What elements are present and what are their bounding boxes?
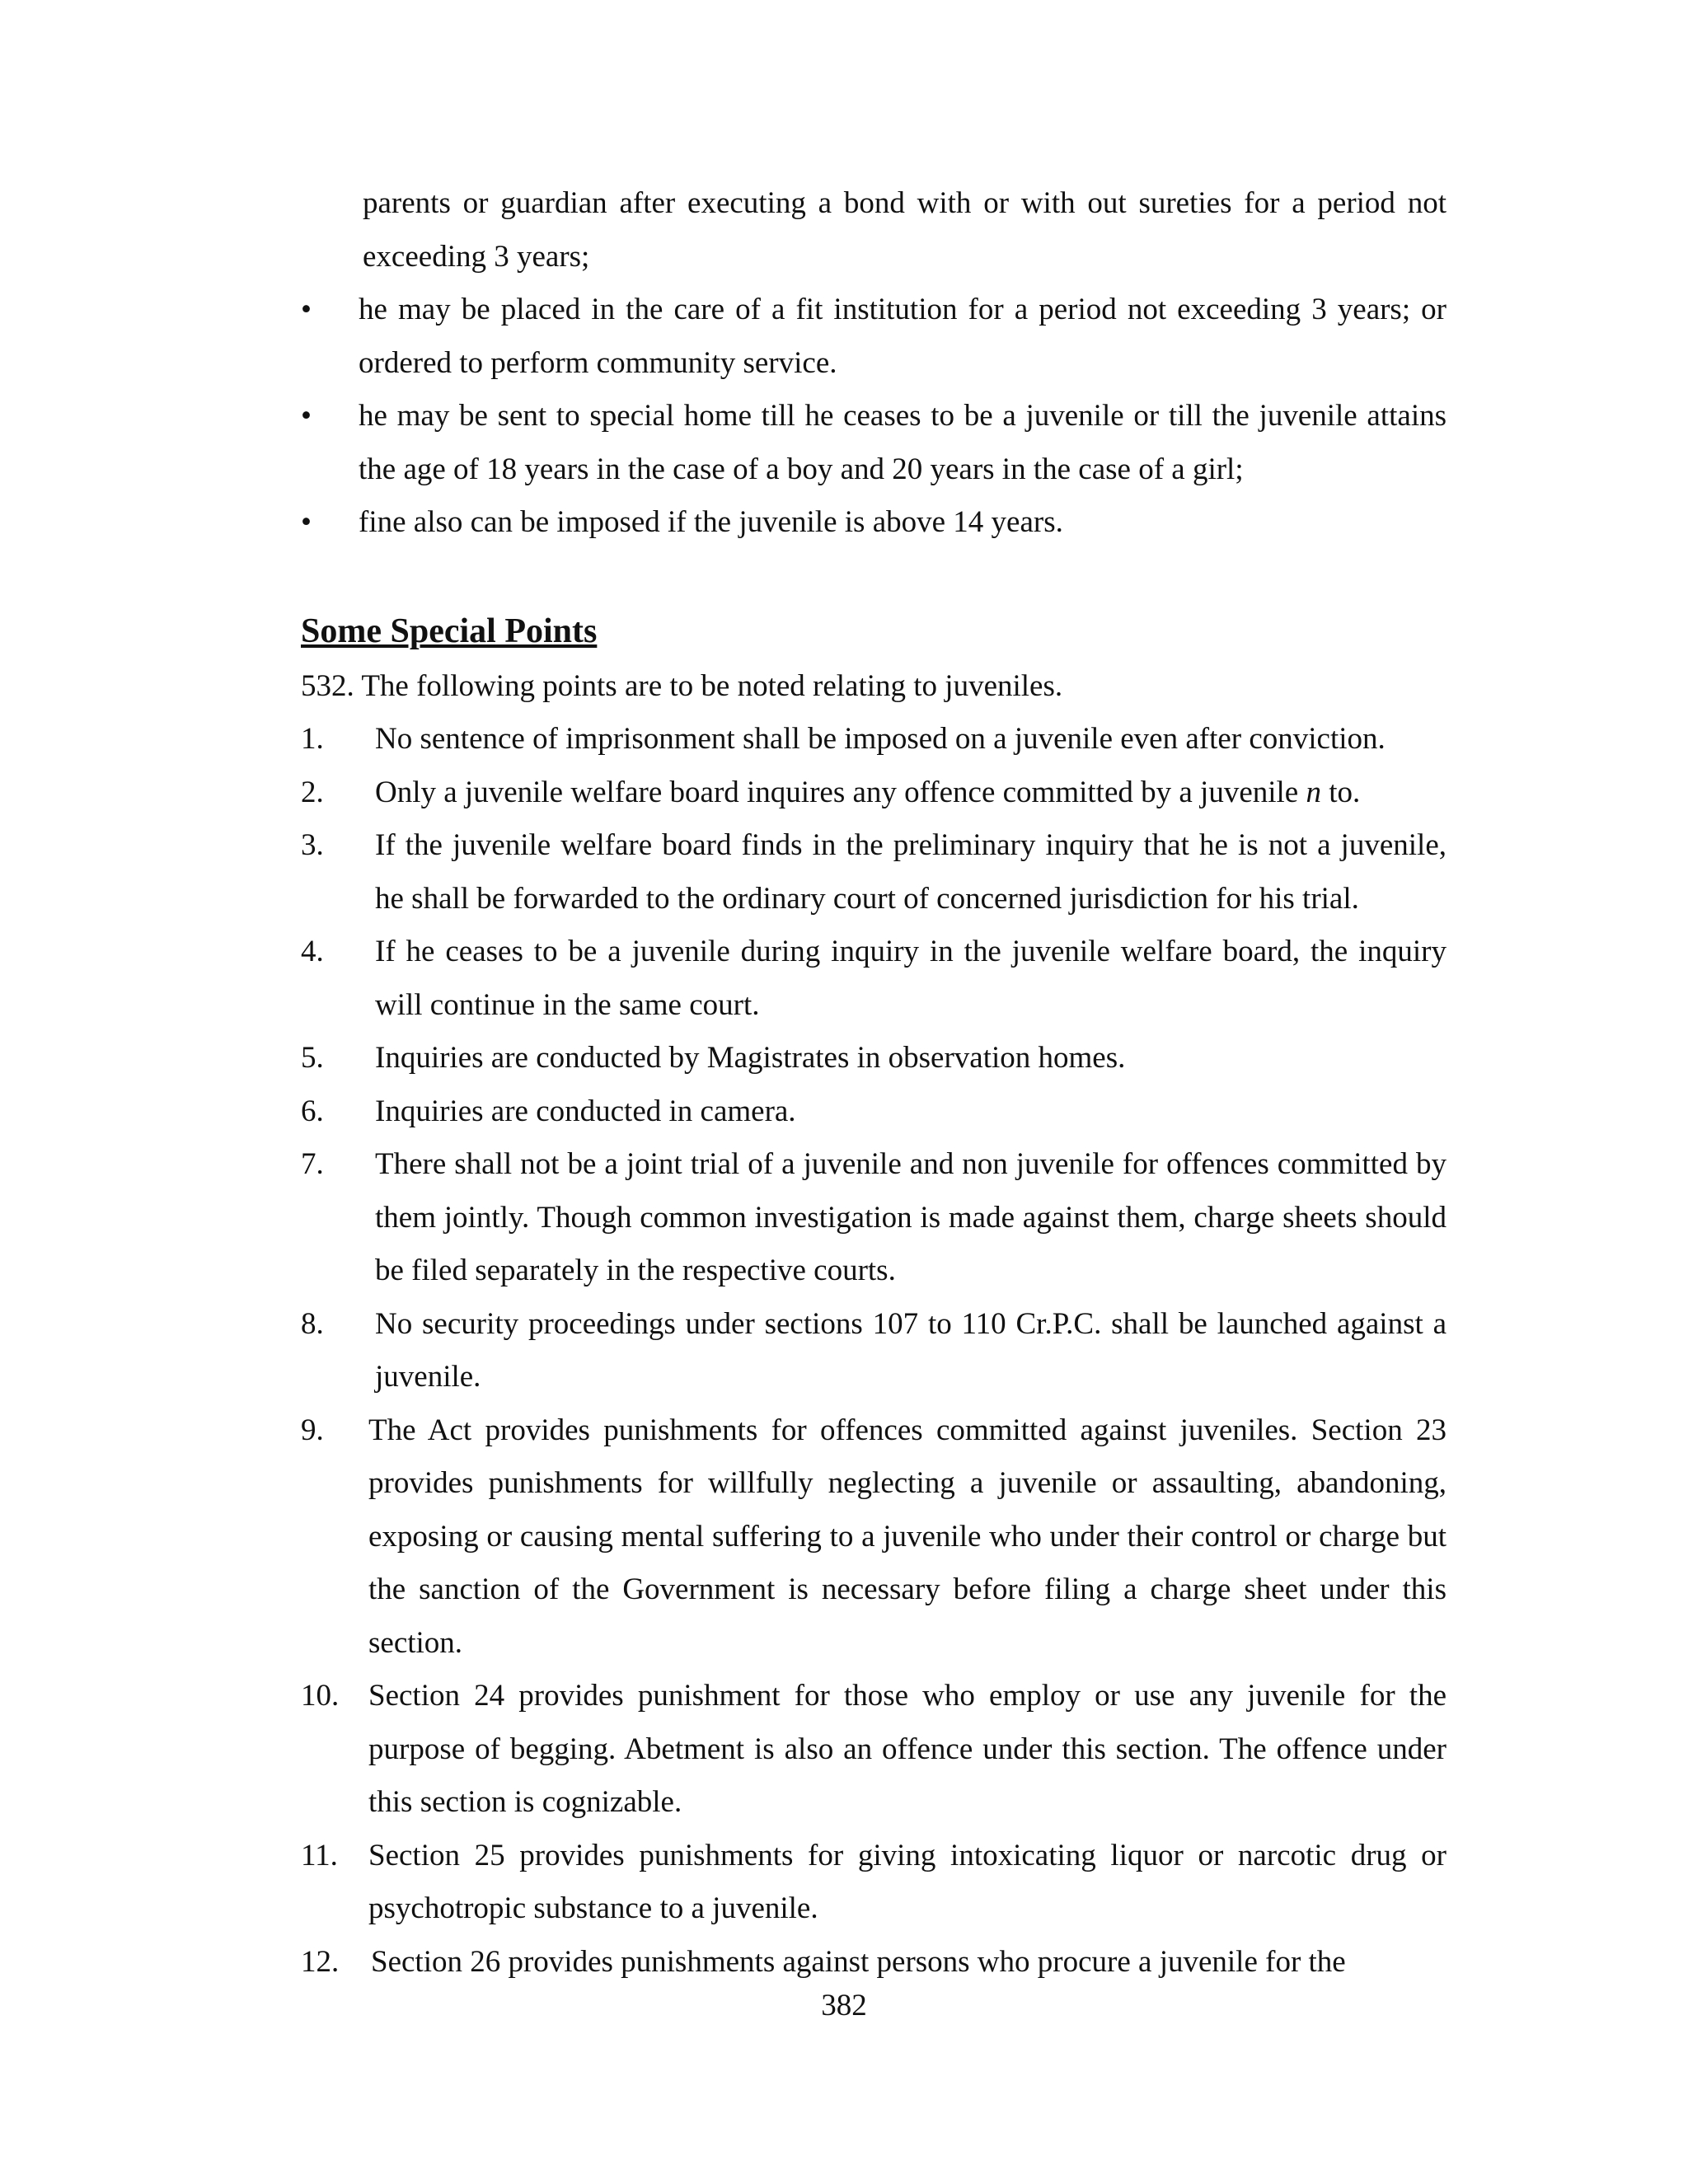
numbered-point [301, 766, 1447, 820]
bullet-marker: • [301, 293, 312, 326]
bullet-marker: • [301, 399, 312, 433]
point-text: Inquiries are conducted in camera. [375, 1094, 796, 1128]
point-text-after: to. [1320, 775, 1361, 809]
page-number: 382 [821, 1989, 867, 2022]
point-text: Section 25 provides punishments for giving intoxicating liquor or narcotic drug or psychotropic substance to a juvenile. [368, 1838, 1447, 1925]
numbered-point [301, 1830, 1447, 1936]
point-number: 7. [301, 1147, 324, 1181]
point-number: 2. [301, 775, 324, 809]
numbered-point [301, 1138, 1447, 1298]
numbered-point [301, 1670, 1447, 1830]
point-text: Inquiries are conducted by Magistrates in observation homes. [375, 1041, 1126, 1075]
point-number: 4. [301, 935, 324, 968]
point-number: 12. [301, 1944, 340, 1979]
intro-paragraph: 532. The following points are to be noted relating to juveniles. [301, 668, 1063, 703]
point-text: Section 24 provides punishment for those who employ or use any juvenile for the purpose of begging. Abetment is also an offence under this section. The offence under this section is cognizable. [368, 1679, 1447, 1819]
bullet-item [301, 284, 1447, 390]
point-text: No security proceedings under sections 107 to 110 Cr.P.C. shall be launched against a juvenile. [375, 1306, 1447, 1394]
numbered-point [301, 1032, 1447, 1085]
numbered-point [301, 1298, 1447, 1404]
point-text-before: Only a juvenile welfare board inquires any offence committed by a juvenile [375, 775, 1306, 809]
section-heading: Some Special Points [301, 612, 598, 650]
point-text: No sentence of imprisonment shall be imposed on a juvenile even after conviction. [375, 722, 1386, 756]
point-number: 3. [301, 828, 324, 862]
point-text: The Act provides punishments for offences committed against juveniles. Section 23 provides punishments for willfully neglecting a juvenile or assaulting, abandoning, exposing or causing mental suffering to a juvenile who under their control or charge but the sanction of the Government is necessary before filing a charge sheet under this section. [368, 1413, 1447, 1660]
section-spacer [301, 550, 1447, 602]
bullet-text: fine also can be imposed if the juvenile is above 14 years. [359, 505, 1063, 539]
point-number: 6. [301, 1094, 324, 1128]
numbered-point [301, 926, 1447, 1032]
point-number: 5. [301, 1041, 324, 1075]
point-text [375, 776, 1360, 809]
point-number: 9. [301, 1413, 324, 1447]
bullet-item [301, 496, 1447, 550]
point-number: 8. [301, 1306, 324, 1341]
point-number: 10. [301, 1679, 340, 1713]
numbered-point [301, 1085, 1447, 1139]
point-text: If he ceases to be a juvenile during inquiry in the juvenile welfare board, the inquiry will continue in the same court. [375, 935, 1447, 1022]
point-text-italic: n [1306, 775, 1321, 809]
continuation-paragraph: parents or guardian after executing a bond with or with out sureties for a period not exceeding 3 years; [363, 186, 1447, 274]
numbered-point [301, 1404, 1447, 1671]
bullet-text: he may be sent to special home till he ceases to be a juvenile or till the juvenile attains the age of 18 years in the case of a boy and 20 years in the case of a girl; [359, 399, 1447, 486]
page-content [301, 177, 1447, 1989]
point-text: Section 26 provides punishments against persons who procure a juvenile for the [371, 1944, 1346, 1979]
point-text: If the juvenile welfare board finds in the preliminary inquiry that he is not a juvenile, he shall be forwarded to the ordinary court of concerned jurisdiction for his trial. [375, 828, 1447, 916]
point-number: 1. [301, 722, 324, 756]
point-text: There shall not be a joint trial of a juvenile and non juvenile for offences committed by them jointly. Though common investigation is made against them, charge sheets should be filed separately in the respective courts. [375, 1147, 1447, 1287]
bullet-marker: • [301, 505, 312, 539]
numbered-point [301, 819, 1447, 926]
bullet-item [301, 390, 1447, 496]
point-number: 11. [301, 1838, 338, 1872]
numbered-point [301, 713, 1447, 766]
bullet-text: he may be placed in the care of a fit institution for a period not exceeding 3 years; or ordered to perform community service. [359, 293, 1447, 380]
